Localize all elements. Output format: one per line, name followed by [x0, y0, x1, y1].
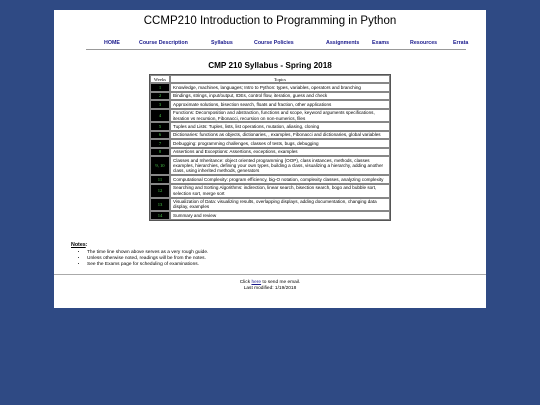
page-content: [54, 10, 486, 308]
notes-heading-text: Notes: [71, 242, 86, 248]
list-item: • Unless otherwise noted, readings will be from the notes.: [87, 256, 208, 262]
week-cell: 13: [150, 198, 170, 212]
week-cell: 14: [150, 211, 170, 219]
topic-cell: Computational Complexity: program efficiency, big-O notation, complexity classes, analyzing complexity: [170, 175, 390, 183]
syllabus-title: CMP 210 Syllabus - Spring 2018: [208, 61, 332, 70]
nav-link-resources[interactable]: Resources: [410, 40, 438, 46]
topic-cell: Dictionaries: functions as objects, dictionaries, , examples, Fibonacci and dictionaries, global variables: [170, 131, 390, 139]
table-row: [150, 139, 390, 147]
nav-link-assignments[interactable]: Assignments: [326, 40, 360, 46]
notes-heading-colon: :: [85, 242, 88, 248]
week-cell: 5: [150, 122, 170, 130]
table-row: [150, 131, 390, 139]
table-row: [150, 198, 390, 212]
nav-link-syllabus[interactable]: Syllabus: [211, 40, 233, 46]
table-row: [150, 100, 390, 108]
column-header-topics: Topics: [170, 75, 390, 83]
table-row: [150, 83, 390, 91]
table-row: [150, 156, 390, 175]
table-row: [150, 92, 390, 100]
list-item: • The time line shown above serves as a very rough guide.: [87, 250, 208, 256]
topic-cell: Summary and review: [170, 211, 390, 219]
list-item: • See the Exams page for scheduling of examinations.: [87, 262, 208, 268]
topic-cell: Tuples and Lists: Tuples, lists, list operations, mutation, aliasing, cloning: [170, 122, 390, 130]
topic-cell: Knowledge, machines, languages; Intro to Python: types, variables, operators and branching: [170, 83, 390, 91]
table-row: [150, 109, 390, 123]
topic-cell: Bindings, strings, input/output, IDEs, control flow, iteration, guess and check: [170, 92, 390, 100]
footer: [54, 280, 486, 292]
week-cell: 1: [150, 83, 170, 91]
week-cell: 4: [150, 109, 170, 123]
week-cell: 8: [150, 148, 170, 156]
week-cell: 3: [150, 100, 170, 108]
site-title: CCMP210 Introduction to Programming in Python: [143, 15, 397, 27]
table-row: [150, 175, 390, 183]
topic-cell: Searching and Sorting Algorithms: indirection, linear search, bisection search, bogo and bubble sort, selection sort, merge sort: [170, 184, 390, 198]
footer-click-text: Click: [239, 280, 251, 285]
table-row: [150, 122, 390, 130]
week-cell: 7: [150, 139, 170, 147]
nav-bar: [86, 40, 469, 50]
table-row: [150, 184, 390, 198]
week-cell: 12: [150, 184, 170, 198]
notes-list: [71, 250, 208, 267]
table-row: [150, 148, 390, 156]
topic-cell: Approximate solutions, bisection search, floats and fraction, other applications: [170, 100, 390, 108]
topic-cell: Functions: Decomposition and abstraction, functions and scope, keyword arguments specifications, iteration vs recursion, Fibonacci, recursion on non-numerics, files: [170, 109, 390, 123]
nav-link-home[interactable]: HOME: [104, 40, 120, 46]
syllabus-table: [149, 74, 391, 221]
week-cell: 2: [150, 92, 170, 100]
footer-divider: [54, 274, 486, 275]
nav-link-exams[interactable]: Exams: [372, 40, 390, 46]
notes-heading: [71, 242, 87, 248]
week-cell: 6: [150, 131, 170, 139]
email-link[interactable]: here: [251, 280, 262, 285]
nav-link-errata[interactable]: Errata: [453, 40, 469, 46]
column-header-weeks: Weeks: [150, 75, 170, 83]
nav-link-course-description[interactable]: Course Description: [139, 40, 188, 46]
week-cell: 9, 10: [150, 156, 170, 175]
footer-send-text: to send me email.: [262, 280, 301, 285]
last-modified: Last modified: 1/19/2018: [243, 286, 297, 291]
table-row: [150, 211, 390, 219]
topic-cell: Classes and Inheritance: object oriented programming (OOP), class instances, methods, classes examples, hierarchies, defining your own types, building a class, visualizing a hierarchy, adding another class, using inherited methods, generators: [170, 156, 390, 175]
topic-cell: Assertions and Exceptions: Assertions, exceptions, examples: [170, 148, 390, 156]
topic-cell: Visualization of Data: visualizing results, overlapping displays, adding documentation, changing data display, examples: [170, 198, 390, 212]
nav-link-course-policies[interactable]: Course Policies: [254, 40, 294, 46]
topic-cell: Debugging: programming challenges, classes of tests, bugs, debugging: [170, 139, 390, 147]
week-cell: 11: [150, 175, 170, 183]
